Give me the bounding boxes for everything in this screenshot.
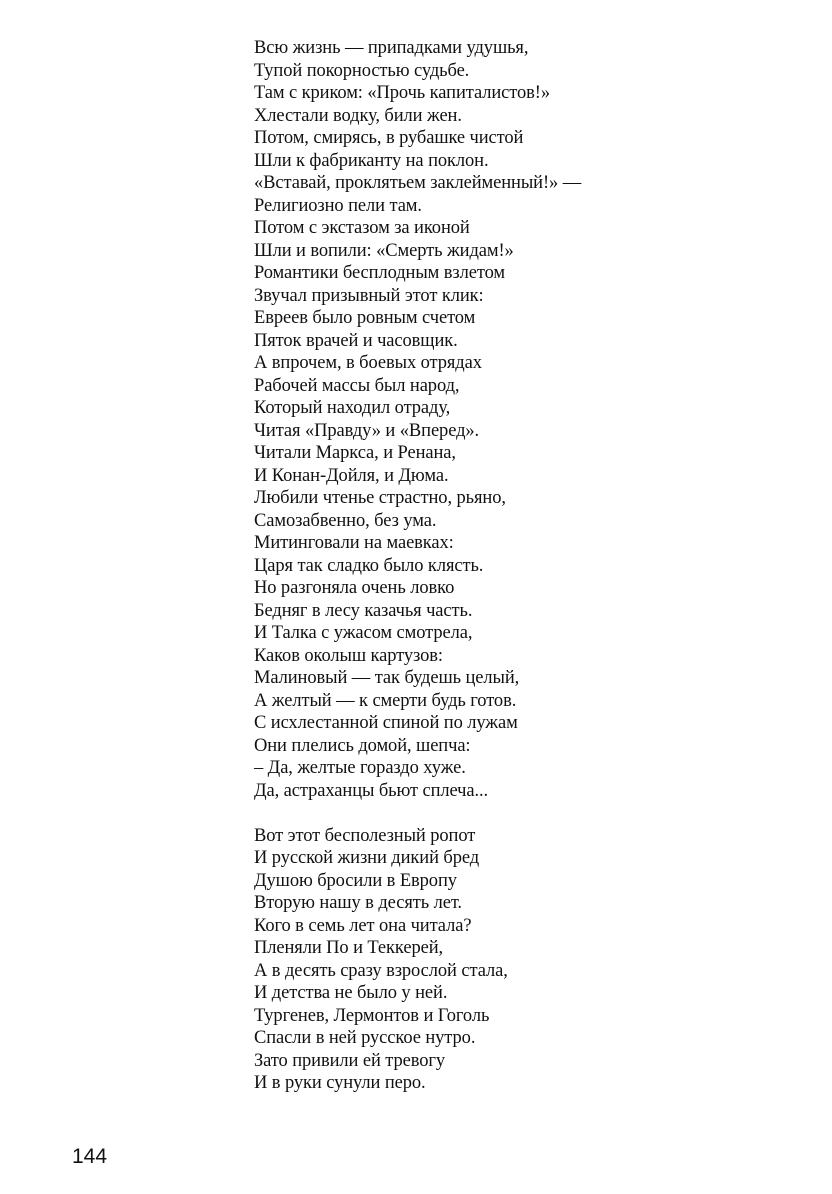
- stanza-2: [254, 825, 774, 1095]
- poem-line: Вторую нашу в десять лет.: [254, 893, 462, 913]
- poem-line: Самозабвенно, без ума.: [254, 510, 437, 531]
- poem-line: Романтики бесплодным взлетом: [254, 263, 506, 283]
- poem-line: Малиновый — так будешь целый,: [254, 668, 520, 688]
- poem-line: Шли к фабриканту на поклон.: [254, 150, 489, 171]
- poem-line: И русской жизни дикий бред: [254, 848, 480, 868]
- poem-line: Митинговали на маевках:: [254, 533, 454, 553]
- poem-line: Каков околыш картузов:: [254, 645, 443, 666]
- poem-line: Читали Маркса, и Ренана,: [254, 443, 456, 463]
- poem-line: Хлестали водку, били жен.: [254, 105, 462, 126]
- poem-line: Кого в семь лет она читала?: [254, 915, 472, 936]
- poem-line: Да, астраханцы бьют сплеча...: [254, 780, 489, 801]
- poem-line: Тургенев, Лермонтов и Гоголь: [254, 1005, 490, 1026]
- poem-line: Рабочей массы был народ,: [254, 375, 460, 396]
- poem-line: Там с криком: «Прочь капиталистов!»: [254, 83, 551, 103]
- poem-line: Душою бросили в Европу: [254, 870, 457, 891]
- poem-line: И Конан-Дойля, и Дюма.: [254, 465, 449, 486]
- poem-line: Всю жизнь — припадками удушья,: [254, 38, 529, 58]
- poem-line: Религиозно пели там.: [254, 195, 422, 216]
- poem-line: Но разгоняла очень ловко: [254, 578, 455, 598]
- poem-line: Любили чтенье страстно, рьяно,: [254, 488, 506, 508]
- poem-line: И Талка с ужасом смотрела,: [254, 623, 473, 643]
- poem: [254, 37, 774, 1095]
- poem-line: Евреев было ровным счетом: [254, 308, 476, 328]
- poem-line: Потом, смирясь, в рубашке чистой: [254, 128, 524, 148]
- stanza-1: [254, 37, 774, 802]
- poem-line: С исхлестанной спиной по лужам: [254, 713, 518, 733]
- poem-line: Потом с экстазом за иконой: [254, 218, 470, 238]
- poem-line: Спасли в ней русское нутро.: [254, 1028, 476, 1048]
- poem-line: Который находил отраду,: [254, 398, 451, 418]
- poem-line: И детства не было у ней.: [254, 983, 448, 1003]
- poem-line: Читая «Правду» и «Вперед».: [254, 420, 480, 441]
- poem-line: И в руки сунули перо.: [254, 1073, 426, 1093]
- poem-line: Бедняг в лесу казачья часть.: [254, 600, 473, 621]
- poem-line: Царя так сладко было клясть.: [254, 555, 484, 576]
- poem-line: Шли и вопили: «Смерть жидам!»: [254, 240, 514, 261]
- poem-line: Пленяли По и Теккерей,: [254, 938, 444, 958]
- page-number: 144: [72, 1145, 108, 1168]
- poem-line: А в десять сразу взрослой стала,: [254, 960, 508, 981]
- poem-line: А впрочем, в боевых отрядах: [254, 353, 482, 373]
- poem-line: Пяток врачей и часовщик.: [254, 330, 458, 351]
- poem-line: Они плелись домой, шепча:: [254, 735, 471, 756]
- poem-line: «Вставай, проклятьем заклейменный!» —: [254, 173, 582, 193]
- poem-line: Тупой покорностью судьбе.: [254, 60, 470, 81]
- poem-line: Вот этот бесполезный ропот: [254, 825, 476, 846]
- poem-line: – Да, желтые гораздо хуже.: [254, 758, 466, 778]
- poem-line: Звучал призывный этот клик:: [254, 285, 484, 306]
- poem-line: Зато привили ей тревогу: [254, 1050, 446, 1071]
- poem-line: А желтый — к смерти будь готов.: [254, 690, 517, 711]
